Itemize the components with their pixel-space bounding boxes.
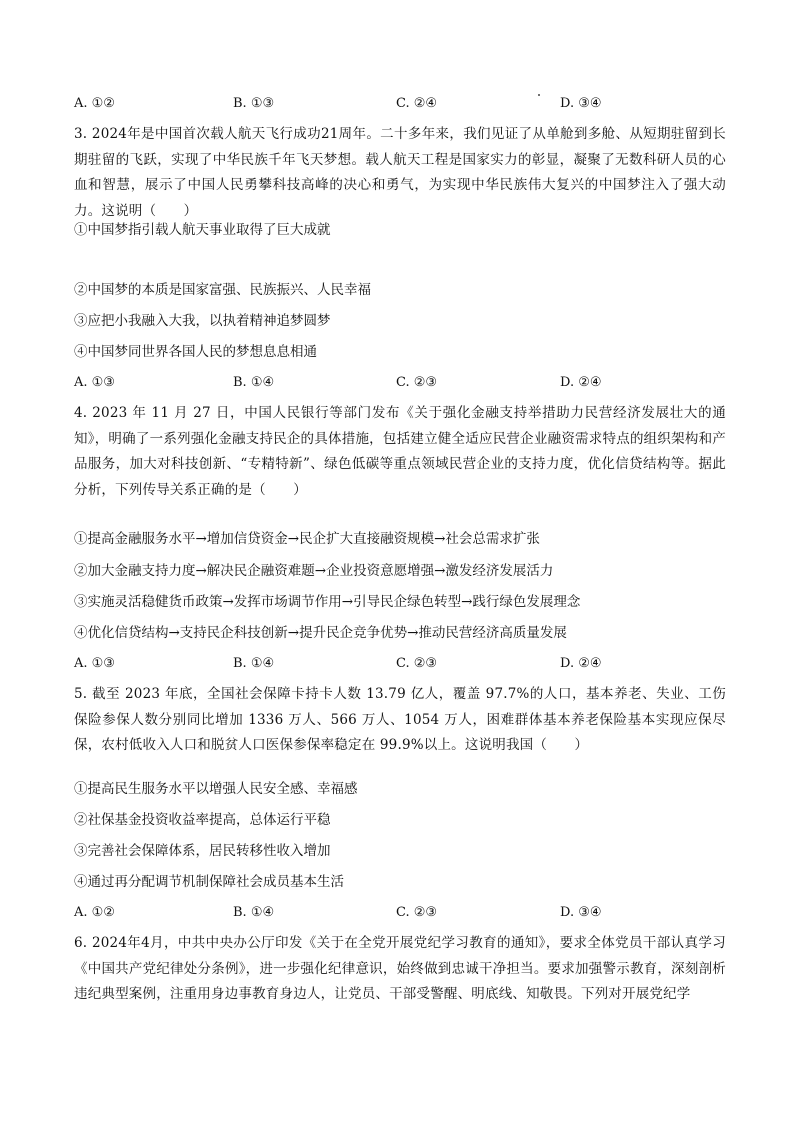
q3-stem: 3. 2024年是中国首次载人航天飞行成功21周年。二十多年来，我们见证了从单舱到多舱、从短期驻留到长期驻留的飞跃，实现了中华民族千年飞天梦想。载人航天工程是国家实力的彰显，凝聚了无数科研人员的心血和智慧，展示了中国人民勇攀科技高峰的决心和勇气，为实现中华民族伟大复兴的中国梦注入了强大动力。这说明（ ） (74, 126, 726, 219)
q3-option-c[interactable]: C. ②③ (396, 375, 438, 390)
q5-statement-4: ④通过再分配调节机制保障社会成员基本生活 (74, 874, 344, 890)
q4-statement-2: ②加大金融支持力度→解决民企融资难题→企业投资意愿增强→激发经济发展活力 (74, 563, 554, 579)
q5-option-b[interactable]: B. ①④ (233, 905, 275, 920)
q2-option-a[interactable]: A. ①② (74, 96, 115, 111)
stray-dot (538, 94, 540, 96)
q2-option-c[interactable]: C. ②④ (396, 96, 438, 111)
q4-option-c[interactable]: C. ②③ (396, 656, 438, 671)
q3-option-b[interactable]: B. ①④ (233, 375, 275, 390)
q2-options (74, 94, 734, 114)
q5-stem: 5. 截至 2023 年底，全国社会保障卡持卡人数 13.79 亿人，覆盖 97.7%的人口，基本养老、失业、工伤保险参保人数分别同比增加 1336 万人、566 万人、1054 万人，困难群体基本养老保险基本实现应保尽保，农村低收入人口和脱贫人口医保参保率稳定在 99.9%以上。这说明我国（ ） (74, 686, 726, 753)
q2-option-b[interactable]: B. ①③ (233, 96, 275, 111)
q5-options (74, 903, 734, 923)
q3-statement-1: ①中国梦指引载人航天事业取得了巨大成就 (74, 222, 331, 238)
q4-option-d[interactable]: D. ②④ (560, 656, 602, 671)
q6-stem: 6. 2024年4月，中共中央办公厅印发《关于在全党开展党纪学习教育的通知》，要求全体党员干部认真学习《中国共产党纪律处分条例》，进一步强化纪律意识，始终做到忠诚干净担当。要求加强警示教育，深刻剖析违纪典型案例，注重用身边事教育身边人，让党员、干部受警醒、明底线、知敬畏。下列对开展党纪学 (74, 935, 726, 1002)
q4-stem: 4. 2023 年 11 月 27 日，中国人民银行等部门发布《关于强化金融支持举措助力民营经济发展壮大的通知》，明确了一系列强化金融支持民企的具体措施，包括建立健全适应民营企业融资需求特点的组织架构和产品服务，加大对科技创新、“专精特新”、绿色低碳等重点领域民营企业的支持力度，优化信贷结构等。据此分析，下列传导关系正确的是（ ） (74, 405, 726, 498)
q5-option-c[interactable]: C. ②③ (396, 905, 438, 920)
q4-options (74, 654, 734, 674)
q5-option-d[interactable]: D. ③④ (560, 905, 602, 920)
q4-option-b[interactable]: B. ①④ (233, 656, 275, 671)
q3-options (74, 373, 734, 393)
q3-statement-3: ③应把小我融入大我，以执着精神追梦圆梦 (74, 313, 331, 329)
q2-option-d[interactable]: D. ③④ (560, 96, 602, 111)
q5-statement-1: ①提高民生服务水平以增强人民安全感、幸福感 (74, 781, 358, 797)
q3-option-d[interactable]: D. ②④ (560, 375, 602, 390)
q4-statement-1: ①提高金融服务水平→增加信贷资金→民企扩大直接融资规模→社会总需求扩张 (74, 531, 540, 547)
q5-option-a[interactable]: A. ①② (74, 905, 115, 920)
q3-statement-2: ②中国梦的本质是国家富强、民族振兴、人民幸福 (74, 282, 371, 298)
q4-statement-3: ③实施灵活稳健货币政策→发挥市场调节作用→引导民企绿色转型→践行绿色发展理念 (74, 594, 581, 610)
q3-option-a[interactable]: A. ①③ (74, 375, 115, 390)
q5-statement-3: ③完善社会保障体系，居民转移性收入增加 (74, 843, 331, 859)
q5-statement-2: ②社保基金投资收益率提高，总体运行平稳 (74, 812, 331, 828)
q4-option-a[interactable]: A. ①③ (74, 656, 115, 671)
q3-statement-4: ④中国梦同世界各国人民的梦想息息相通 (74, 344, 317, 360)
q4-statement-4: ④优化信贷结构→支持民企科技创新→提升民企竞争优势→推动民营经济高质量发展 (74, 625, 567, 641)
